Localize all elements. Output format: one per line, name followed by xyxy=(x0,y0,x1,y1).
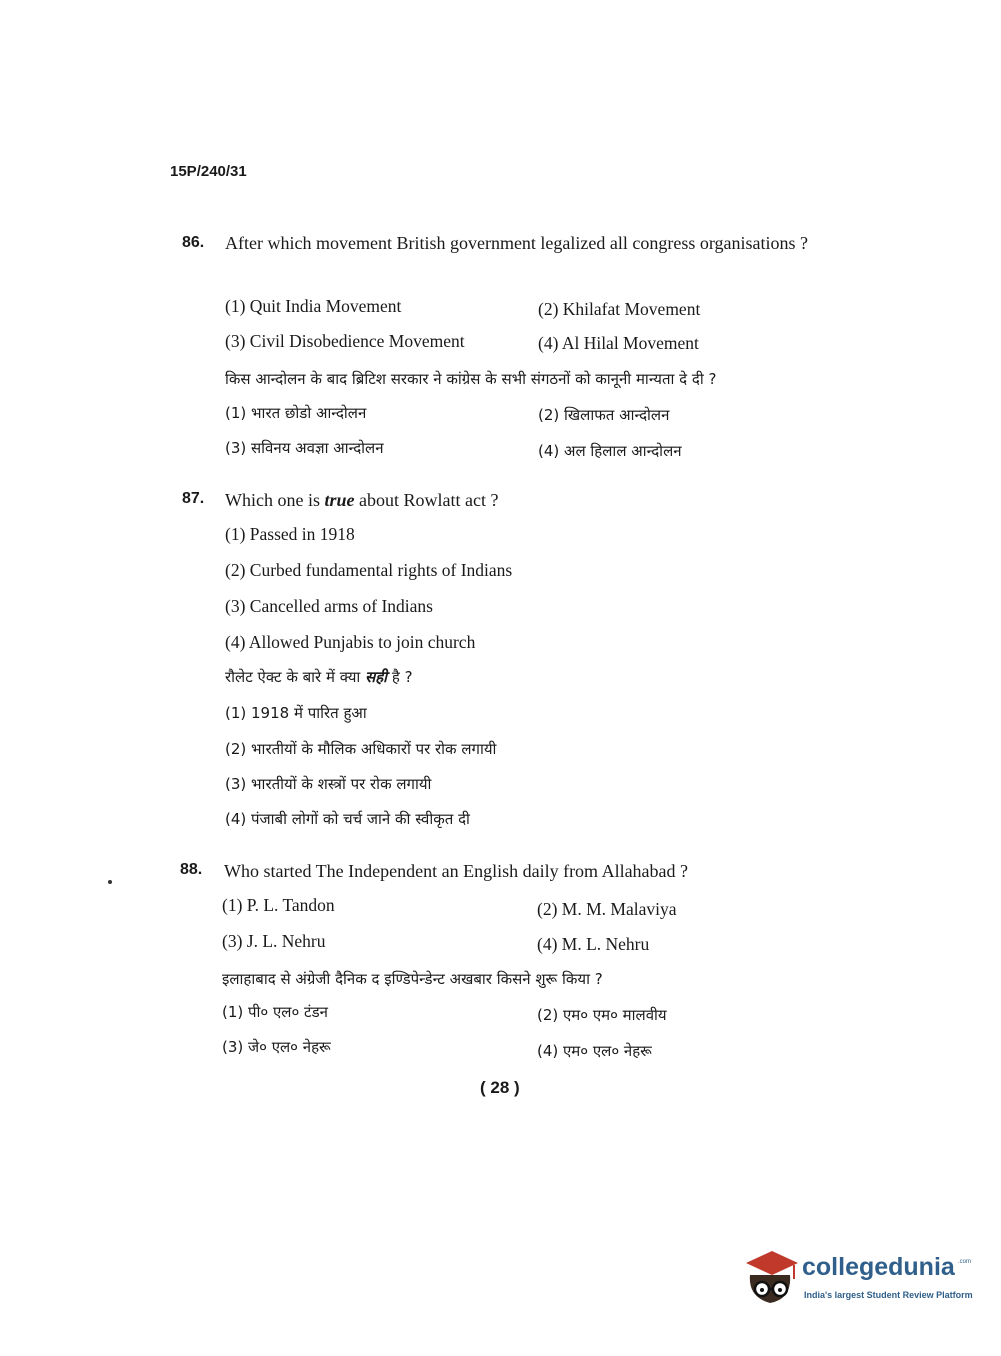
q88-option-2: (2) M. M. Malaviya xyxy=(537,899,677,919)
brand-tagline: India's largest Student Review Platform xyxy=(804,1290,973,1300)
paper-code: 15P/240/31 xyxy=(170,163,247,180)
q87-option-3: (3) Cancelled arms of Indians xyxy=(225,596,433,616)
question-88-number: 88. xyxy=(180,861,203,878)
brand-dotcom: .com xyxy=(958,1259,972,1265)
question-86-text: After which movement British government legalized all congress organisations ? xyxy=(225,233,809,253)
student-mascot-icon xyxy=(742,1245,800,1315)
q87-hi-post: है ? xyxy=(387,668,413,686)
q86-option-4-hindi: (4) अल हिलाल आन्दोलन xyxy=(538,442,682,460)
question-87-text xyxy=(225,487,498,514)
q88-option-1: (1) P. L. Tandon xyxy=(222,895,335,915)
question-87-text-hindi xyxy=(225,667,413,687)
q88-option-3: (3) J. L. Nehru xyxy=(222,931,326,951)
collegedunia-logo xyxy=(742,1245,972,1315)
q86-option-3-hindi: (3) सविनय अवज्ञा आन्दोलन xyxy=(225,439,384,457)
q87-option-3-hindi: (3) भारतीयों के शस्त्रों पर रोक लगायी xyxy=(225,775,432,793)
q87-option-4-hindi: (4) पंजाबी लोगों को चर्च जाने की स्वीकृत दी xyxy=(225,810,470,828)
q86-option-1: (1) Quit India Movement xyxy=(225,296,402,316)
q86-option-4: (4) Al Hilal Movement xyxy=(538,333,699,353)
q87-option-2-hindi: (2) भारतीयों के मौलिक अधिकारों पर रोक लगायी xyxy=(225,740,497,758)
q87-text-post: about Rowlatt act ? xyxy=(354,490,499,510)
page-number: ( 28 ) xyxy=(480,1078,520,1097)
q86-option-2: (2) Khilafat Movement xyxy=(538,299,701,319)
q88-option-4-hindi: (4) एम० एल० नेहरू xyxy=(537,1042,652,1060)
q88-option-4: (4) M. L. Nehru xyxy=(537,934,650,954)
q88-option-2-hindi: (2) एम० एम० मालवीय xyxy=(537,1006,667,1024)
q87-option-2: (2) Curbed fundamental rights of Indians xyxy=(225,560,513,580)
q86-option-3: (3) Civil Disobedience Movement xyxy=(225,331,465,351)
question-87-number: 87. xyxy=(182,490,205,507)
q86-option-2-hindi: (2) खिलाफत आन्दोलन xyxy=(538,406,670,424)
stray-mark xyxy=(108,880,112,884)
q87-option-1: (1) Passed in 1918 xyxy=(225,524,355,544)
brand-name: collegedunia xyxy=(802,1253,955,1281)
q88-option-3-hindi: (3) जे० एल० नेहरू xyxy=(222,1038,331,1056)
q87-text-emphasis: true xyxy=(324,490,355,510)
q86-option-1-hindi: (1) भारत छोडो आन्दोलन xyxy=(225,404,367,422)
q87-option-1-hindi: (1) 1918 में पारित हुआ xyxy=(225,704,367,722)
question-88-text: Who started The Independent an English daily from Allahabad ? xyxy=(224,861,689,881)
q87-hi-emphasis: सही xyxy=(365,668,388,686)
q87-text-pre: Which one is xyxy=(225,490,325,510)
q87-option-4: (4) Allowed Punjabis to join church xyxy=(225,632,476,652)
question-86-number: 86. xyxy=(182,234,205,251)
question-86-text-hindi: किस आन्दोलन के बाद ब्रिटिश सरकार ने कांग्रेस के सभी संगठनों को कानूनी मान्यता दे दी ? xyxy=(225,370,717,388)
question-88-text-hindi: इलाहाबाद से अंग्रेजी दैनिक द इण्डिपेन्डेन्ट अखबार किसने शुरू किया ? xyxy=(222,970,603,988)
q87-hi-pre: रौलेट ऐक्ट के बारे में क्या xyxy=(225,668,366,686)
q88-option-1-hindi: (1) पी० एल० टंडन xyxy=(222,1003,328,1021)
